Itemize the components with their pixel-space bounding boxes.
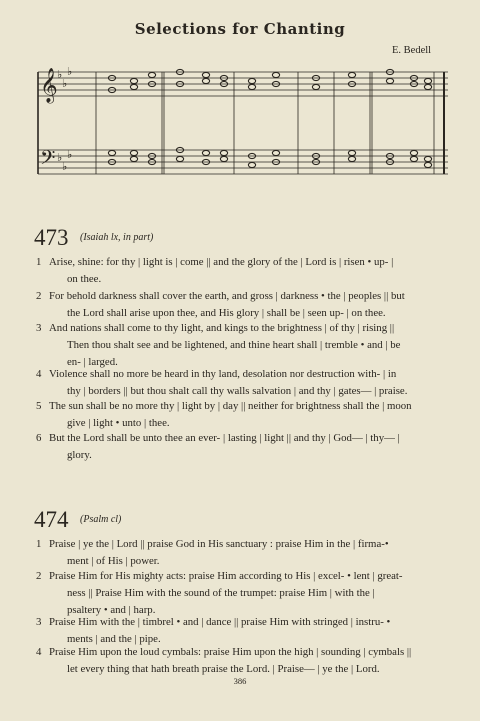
verse [36,614,460,648]
verse-number: 1 [36,538,42,550]
verse [36,320,460,371]
page-number: 386 [233,676,247,686]
verse-number: 3 [36,616,42,628]
hymn-number: 473 [34,225,69,250]
svg-text:𝄞: 𝄞 [40,68,58,103]
verse [36,568,460,619]
verse-line: Praise Him for His mighty acts: praise Him according to His | excel- • lent | great- [49,570,403,582]
page-heading: Selections for Chanting [134,20,346,38]
verse-line: Praise Him upon the loud cymbals: praise Him upon the high | sounding | cymbals || [49,646,412,658]
svg-text:♭: ♭ [67,65,73,78]
verse-line: But the Lord shall be unto thee an ever- | lasting | light || and thy | God— | thy— | [49,432,400,444]
verse-line: the Lord shall arise upon thee, and His glory | shall be | seen up- | on thee. [67,307,386,319]
verse-number: 1 [36,256,42,268]
verse [36,644,460,678]
hymn-reference: (Psalm cl) [80,514,122,525]
verse [36,398,460,432]
verse-number: 2 [36,570,42,582]
svg-text:𝄢: 𝄢 [40,146,56,174]
verse-line: en- | larged. [67,356,118,368]
hymn-number: 474 [34,507,69,532]
verse-line: And nations shall come to thy light, and kings to the brightness | of thy | rising || [49,322,395,334]
verse-line: give | light • unto | thee. [67,417,170,429]
verse-line: glory. [67,449,92,461]
hymn-reference: (Isaiah lx, in part) [80,232,154,243]
verse-number: 4 [36,368,42,380]
verse-line: psaltery • and | harp. [67,604,156,616]
verse [36,288,460,322]
verse-line: ness || Praise Him with the sound of the trumpet: praise Him | with the | [67,587,375,599]
svg-text:♭: ♭ [62,77,68,90]
verse [36,430,460,464]
verse-line: Then thou shalt see and be lightened, and thine heart shall | tremble • and | be [67,339,401,351]
verse-line: Praise | ye the | Lord || praise God in His sanctuary : praise Him in the | firma-• [49,538,389,550]
verse-line: ment | of His | power. [67,555,160,567]
verse-line: on thee. [67,273,102,285]
composer-credit: E. Bedell [392,45,432,56]
verse-line: For behold darkness shall cover the earth, and gross | darkness • the | peoples || but [49,290,405,302]
verse-line: Praise Him with the | timbrel • and | dance || praise Him with stringed | instru- • [49,616,391,628]
verse-number: 5 [36,400,42,412]
verse-line: Violence shall no more be heard in thy land, desolation nor destruction with- | in [49,368,397,380]
verse-line: ments | and the | pipe. [67,633,161,645]
verse [36,366,460,400]
svg-text:♭: ♭ [62,160,68,173]
svg-text:♭: ♭ [67,148,73,161]
chant-music-score [30,60,454,190]
verse-number: 6 [36,432,42,444]
svg-text:♭: ♭ [57,151,63,164]
verse-number: 3 [36,322,42,334]
verse-line: Arise, shine: for thy | light is | come || and the glory of the | Lord is | risen • up- | [49,256,394,268]
verse [36,536,460,570]
svg-text:♭: ♭ [57,68,63,81]
verse [36,254,460,288]
verse-line: thy | borders || but thou shalt call thy walls salvation | and thy | gates— | praise. [67,385,408,397]
verse-number: 4 [36,646,42,658]
verse-line: The sun shall be no more thy | light by | day || neither for brightness shall the | moon [49,400,412,412]
verse-line: let every thing that hath breath praise the Lord. | Praise— | ye the | Lord. [67,663,380,675]
verse-number: 2 [36,290,42,302]
